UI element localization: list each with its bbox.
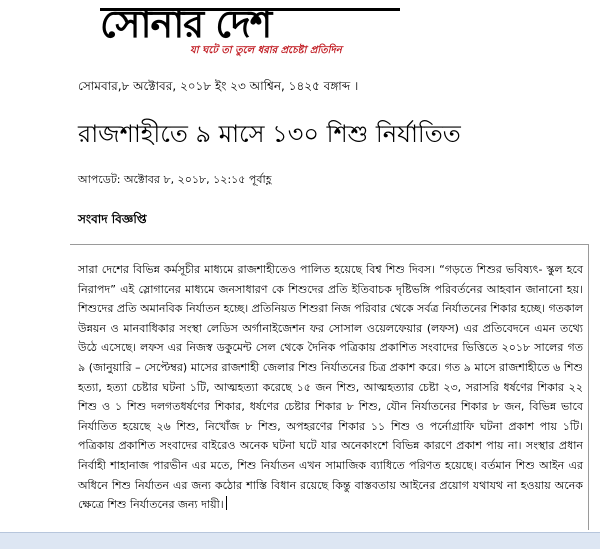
article-body[interactable] (78, 260, 583, 515)
newspaper-logo[interactable]: সোনার দেশ (100, 1, 272, 46)
page-title: রাজশাহীতে ৯ মাসে ১৩০ শিশু নির্যাতিত (78, 120, 461, 148)
masthead (100, 2, 420, 62)
article-body-text: সারা দেশের বিভিন্ন কর্মসূচীর মাধ্যমে রাজশাহীতেও পালিত হয়েছে বিশ্ব শিশু দিবস। “গড়তে শিশুর ভবিষ্যৎ- স্কুল হবে নিরাপদ” এই স্লোগানের মাধ্যমে জনসাধারণ কে শিশুদের প্রতি ইতিবাচক দৃষ্টিভঙ্গি পরিবর্তনের আহবান জানানো হয়। শিশুদের প্রতি অমানবিক নির্যাতন হচ্ছে। প্রতিনিয়ত শিশুরা নিজ পরিবার থেকে সর্বত্র নির্যাতনের শিকার হচ্ছে। গতকাল উন্নয়ন ও মানবাধিকার সংস্থা লেডিস অর্গানাইজেশন ফর সোসাল ওয়েলফেয়ার (লফস) এর প্রতিবেদনে এমন তথ্যে উঠে এসেছে। লফস এর নিজস্ব ডকুমেন্ট সেল থেকে দৈনিক পত্রিকায় প্রকাশিত সংবাদের ভিত্তিতে ২০১৮ সালের গত ৯ (জানুয়ারি – সেপ্টেম্বর) মাসের রাজশাহী জেলার শিশু নির্যাতনের চিত্র প্রকাশ করে। গত ৯ মাসে রাজশাহীতে ৬ শিশু হত্যা, হত্যা চেষ্টার ঘটনা ১টি, আত্মহত্যা করেছে ১৫ জন শিশু, আত্মহত্যার চেষ্টা ২৩, সরাসরি ধর্ষণের শিকার ২২ শিশু ও ১ শিশু দলগতধর্ষণের শিকার, ধর্ষণের চেষ্টার শিকার ৮ শিশু, যৌন নির্যাতনের শিকার ৮ জন, বিভিন্ন ভাবে নির্যাতিত হয়েছে ২৬ শিশু, নিখোঁজ ৮ শিশু, অপহরণের শিকার ১১ শিশু ও পর্নোগ্রাফি ঘটনা প্রকাশ পায় ১টি। পত্রিকায় প্রকাশিত সংবাদের বাইরেও অনেক ঘটনা ঘটে যার অনেকাংশে বিভিন্ন কারণে প্রকাশ পায় না। সংস্থার প্রধান নির্বাহী শাহানাজ পারভীন এর মতে, শিশু নির্যাতন এখন সামাজিক ব্যাধিতে পরিণত হয়েছে। বর্তমান শিশু আইন এর অধিনে শিশু নির্যাতন এর জন্য কঠোর শাস্তি বিধান রয়েছে কিন্তু বাস্তবতায় আইনের প্রয়োগ যথাযথ না হওয়ায় অনেক ক্ষেত্রে শিশু নির্যাতনের জন্য দায়ী। (78, 263, 583, 512)
update-timestamp: আপডেট: অক্টোবর ৮, ২০১৮, ১২:১৫ পূর্বাহ্ণ (78, 173, 272, 186)
newspaper-tagline: যা ঘটে তা তুলে ধরার প্রচেষ্টা প্রতিদিন (190, 45, 342, 56)
news-source: সংবাদ বিজ্ঞপ্তি (78, 212, 147, 226)
window-bottom-bar (0, 532, 600, 549)
date-line: সোমবার,৮ অক্টোবর, ২০১৮ ইং ২৩ আশ্বিন, ১৪২৫ বঙ্গাব্দ । (78, 79, 359, 93)
text-cursor (226, 496, 227, 510)
